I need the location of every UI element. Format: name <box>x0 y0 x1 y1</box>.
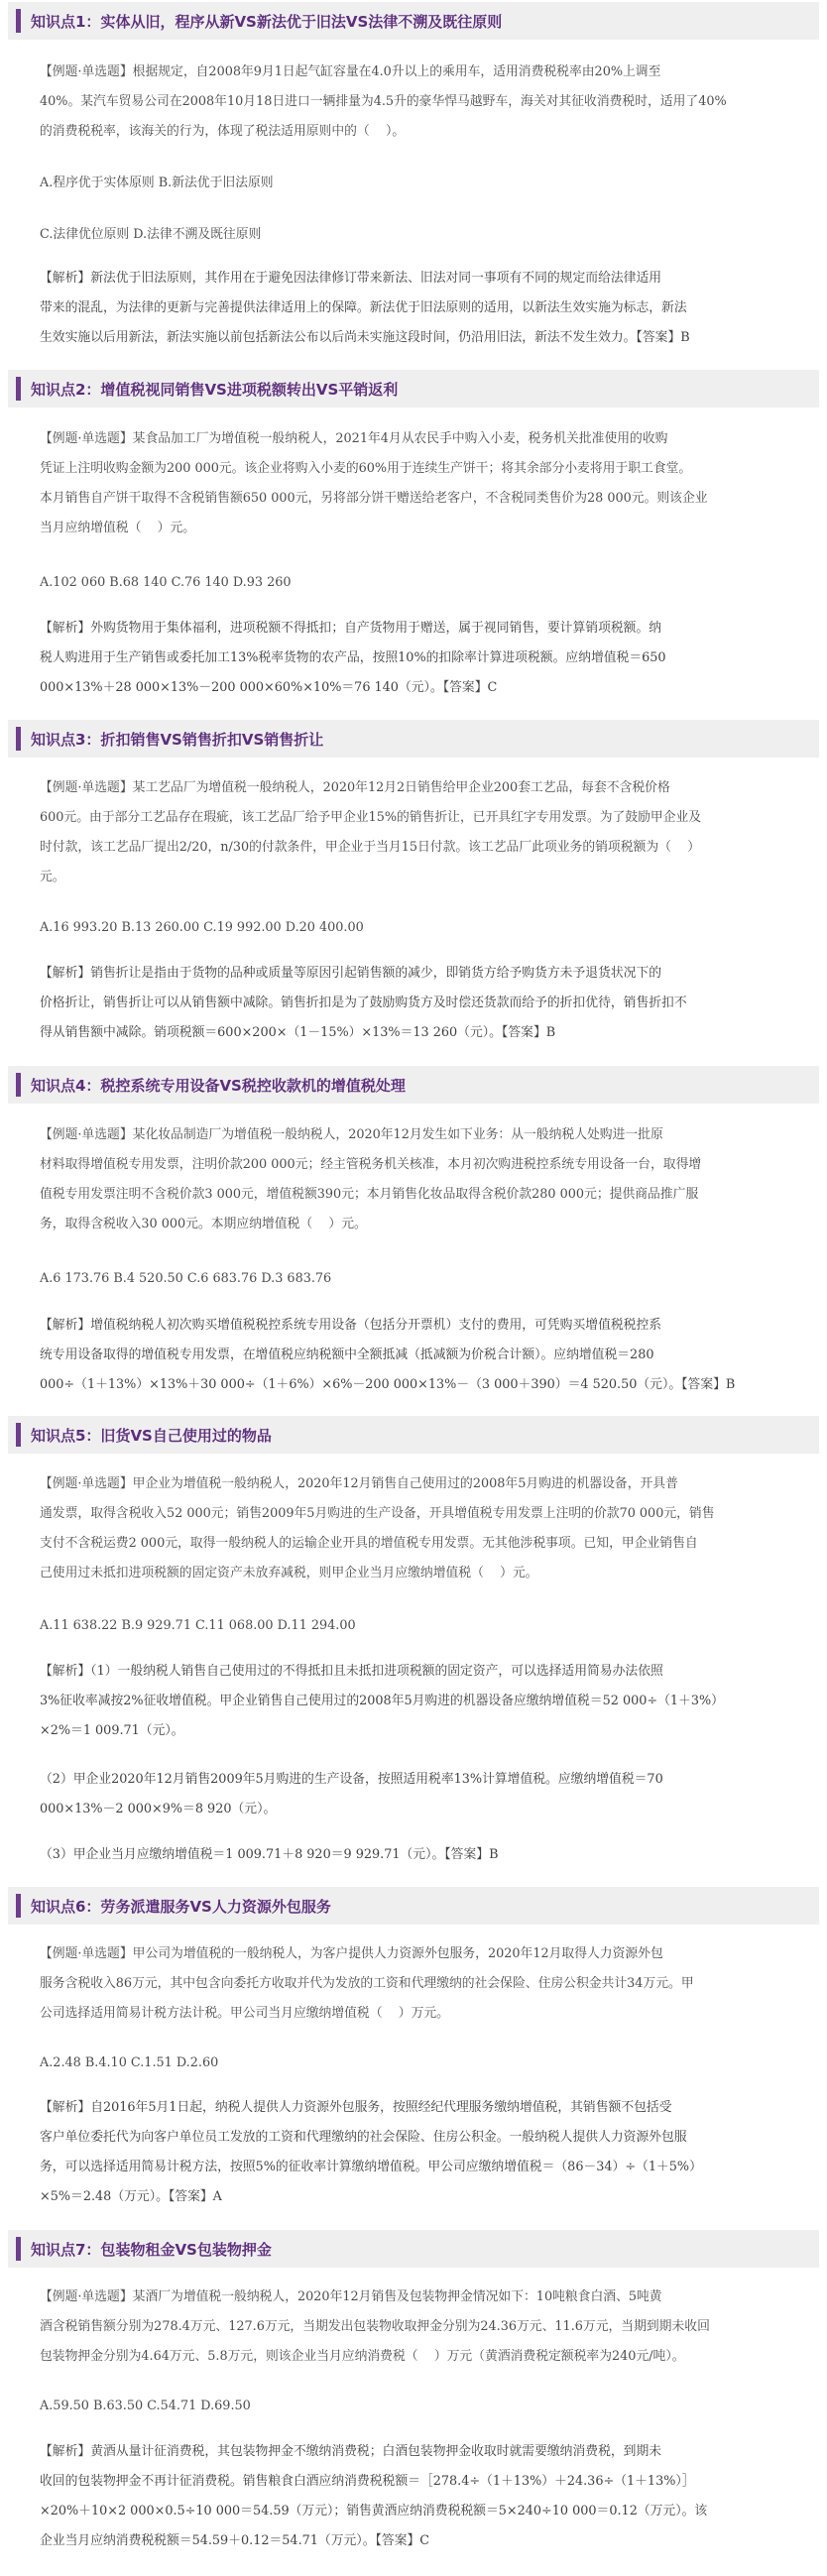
heading-accent-bar <box>16 1894 21 1918</box>
question-text: 【例题·单选题】某工艺品厂为增值税一般纳税人，2020年12月2日销售给甲企业200套工艺品，每套不含税价格 600元。由于部分工艺品存在瑕疵，该工艺品厂给予甲企业15%的销售折让，已开具红字专用发票。为了鼓励甲企业及 时付款，该工艺品厂提出2/20，n/30的付款条件，甲企业于当月15日付款。该工艺品厂此项业务的销项税额为（ ） 元。 <box>40 780 702 884</box>
question-text: 【例题·单选题】某食品加工厂为增值税一般纳税人，2021年4月从农民手中购入小麦，税务机关批准使用的收购 凭证上注明收购金额为200 000元。该企业将购入小麦的60%用于连续生产饼干；将其余部分小麦将用于职工食堂。 本月销售自产饼干取得不含税销售额650 000元，另将部分饼干赠送给老客户，不含税同类售价为28 000元。则该企业 当月应纳增值税（ ）元。 <box>40 431 708 535</box>
explanation-text: 【解析】自2016年5月1日起，纳税人提供人力资源外包服务，按照经纪代理服务缴纳增值税，其销售额不包括受 客户单位委托代为向客户单位员工发放的工资和代理缴纳的社会保险、住房公积金。一般纳税人提供人力资源外包服 务，可以选择适用简易计税方法，按照5%的征收率计算缴纳增值税。甲公司应缴纳增值税＝（86－34）÷（1＋5%） ×5%＝2.48（万元）。【答案】A <box>40 2100 702 2204</box>
answer-options: A.16 993.20 B.13 260.00 C.19 992.00 D.20 400.00 <box>40 920 364 935</box>
knowledge-point-heading <box>8 1416 819 1454</box>
answer-options: A.程序优于实体原则 B.新法优于旧法原则 <box>40 176 274 190</box>
question-text: 【例题·单选题】根据规定，自2008年9月1日起气缸容量在4.0升以上的乘用车，适用消费税税率由20%上调至 40%。某汽车贸易公司在2008年10月18日进口一辆排量为4.5升的豪华悍马越野车，海关对其征收消费税时，适用了40% 的消费税税率，该海关的行为，体现了税法适用原则中的（ ）。 <box>40 64 727 139</box>
knowledge-point-title: 知识点5：旧货VS自己使用过的物品 <box>31 1426 272 1445</box>
knowledge-point-heading <box>8 720 819 758</box>
question-text: 【例题·单选题】某化妆品制造厂为增值税一般纳税人，2020年12月发生如下业务：从一般纳税人处购进一批原 材料取得增值税专用发票，注明价款200 000元；经主管税务机关核准，本月初次购进税控系统专用设备一台，取得增 值税专用发票注明不含税价款3 000元，增值税额390元；本月销售化妆品取得含税价款280 000元；提供商品推广服 务，取得含税收入30 000元。本期应纳增值税（ ）元。 <box>40 1127 702 1231</box>
knowledge-point-heading <box>8 2 819 40</box>
knowledge-point-title: 知识点6：劳务派遣服务VS人力资源外包服务 <box>31 1897 331 1916</box>
answer-options: A.6 173.76 B.4 520.50 C.6 683.76 D.3 683.76 <box>40 1271 332 1286</box>
heading-accent-bar <box>16 377 21 401</box>
knowledge-point-title: 知识点4：税控系统专用设备VS税控收款机的增值税处理 <box>31 1076 406 1095</box>
knowledge-point-heading <box>8 1066 819 1104</box>
knowledge-point-title: 知识点1：实体从旧，程序从新VS新法优于旧法VS法律不溯及既往原则 <box>31 12 503 31</box>
explanation-text: 【解析】销售折让是指由于货物的品种或质量等原因引起销售额的减少，即销货方给予购货方未予退货状况下的 价格折让，销售折让可以从销售额中减除。销售折扣是为了鼓励购货方及时偿还货款而给予的折扣优待，销售折扣不 得从销售额中减除。销项税额＝600×200×（1－15%）×13%＝13 260（元）。【答案】B <box>40 966 687 1040</box>
answer-options: A.59.50 B.63.50 C.54.71 D.69.50 <box>40 2399 251 2413</box>
explanation-text: 【解析】黄酒从量计征消费税，其包装物押金不缴纳消费税；白酒包装物押金收取时就需要缴纳消费税，到期未 收回的包装物押金不再计征消费税。销售粮食白酒应纳消费税税额＝［278.4÷（1＋13%）＋24.36÷（1＋13%）］ ×20%＋10×2 000×0.5÷10 000＝54.59（万元）；销售黄酒应纳消费税税额＝5×240÷10 000＝0.12（万元）。该 企业当月应纳消费税税额＝54.59＋0.12＝54.71（万元）。【答案】C <box>40 2444 708 2548</box>
knowledge-point-heading <box>8 1887 819 1925</box>
explanation-step: （3）甲企业当月应缴纳增值税＝1 009.71＋8 920＝9 929.71（元）。【答案】B <box>40 1847 499 1862</box>
question-text: 【例题·单选题】甲公司为增值税的一般纳税人，为客户提供人力资源外包服务，2020年12月取得人力资源外包 服务含税收入86万元，其中包含向委托方收取并代为发放的工资和代理缴纳的社会保险、住房公积金共计34万元。甲 公司选择适用简易计税方法计税。甲公司当月应缴纳增值税（ ）万元。 <box>40 1946 694 2021</box>
explanation-text: 【解析】新法优于旧法原则，其作用在于避免因法律修订带来新法、旧法对同一事项有不同的规定而给法律适用 带来的混乱，为法律的更新与完善提供法律适用上的保障。新法优于旧法原则的适用，以新法生效实施为标志，新法 生效实施以后用新法，新法实施以前包括新法公布以后尚未实施这段时间，仍沿用旧法，新法不发生效力。【答案】B <box>40 271 690 345</box>
knowledge-point-title: 知识点3：折扣销售VS销售折扣VS销售折让 <box>31 730 324 749</box>
explanation-text: 【解析】（1）一般纳税人销售自己使用过的不得抵扣且未抵扣进项税额的固定资产，可以选择适用简易办法依照 3%征收率减按2%征收增值税。甲企业销售自己使用过的2008年5月购进的机器设备应缴纳增值税＝52 000÷（1＋3%） ×2%＝1 009.71（元）。 <box>40 1664 724 1738</box>
knowledge-point-heading <box>8 2230 819 2268</box>
knowledge-point-title: 知识点2：增值税视同销售VS进项税额转出VS平销返利 <box>31 380 399 399</box>
heading-accent-bar <box>16 1073 21 1097</box>
explanation-step: （2）甲企业2020年12月销售2009年5月购进的生产设备，按照适用税率13%计算增值税。应缴纳增值税＝70 000×13%－2 000×9%＝8 920（元）。 <box>40 1772 663 1816</box>
answer-options: C.法律优位原则 D.法律不溯及既往原则 <box>40 227 262 242</box>
explanation-text: 【解析】增值税纳税人初次购买增值税税控系统专用设备（包括分开票机）支付的费用，可凭购买增值税税控系 统专用设备取得的增值税专用发票，在增值税应纳税额中全额抵减（抵减额为价税合计额）。应纳增值税＝280 000÷（1＋13%）×13%＋30 000÷（1＋6%）×6%－200 000×13%－（3 000＋390）＝4 520.50（元）。【答案】B <box>40 1318 736 1392</box>
knowledge-point-heading <box>8 370 819 408</box>
answer-options: A.2.48 B.4.10 C.1.51 D.2.60 <box>40 2055 219 2070</box>
question-text: 【例题·单选题】某酒厂为增值税一般纳税人，2020年12月销售及包装物押金情况如下：10吨粮食白酒、5吨黄 酒含税销售额分别为278.4万元、127.6万元，当期发出包装物收取押金分别为24.36万元、11.6万元，当期到期未收回 包装物押金分别为4.64万元、5.8万元，则该企业当月应纳消费税（ ）万元（黄酒消费税定额税率为240元/吨）。 <box>40 2289 710 2364</box>
knowledge-point-title: 知识点7：包装物租金VS包装物押金 <box>31 2240 272 2259</box>
answer-options: A.102 060 B.68 140 C.76 140 D.93 260 <box>40 575 292 590</box>
heading-accent-bar <box>16 2237 21 2261</box>
heading-accent-bar <box>16 1423 21 1447</box>
question-text: 【例题·单选题】甲企业为增值税一般纳税人，2020年12月销售自己使用过的2008年5月购进的机器设备，开具普 通发票，取得含税收入52 000元；销售2009年5月购进的生产设备，开具增值税专用发票上注明的价款70 000元，销售 支付不含税运费2 000元，取得一般纳税人的运输企业开具的增值税专用发票。无其他涉税事项。已知，甲企业销售自 己使用过未抵扣进项税额的固定资产未放弃减税，则甲企业当月应缴纳增值税（ ）元。 <box>40 1476 715 1581</box>
heading-accent-bar <box>16 727 21 751</box>
answer-options: A.11 638.22 B.9 929.71 C.11 068.00 D.11 294.00 <box>40 1618 356 1633</box>
heading-accent-bar <box>16 9 21 33</box>
explanation-text: 【解析】外购货物用于集体福利，进项税额不得抵扣；自产货物用于赠送，属于视同销售，要计算销项税额。纳 税人购进用于生产销售或委托加工13%税率货物的农产品，按照10%的扣除率计算进项税额。应纳增值税＝650 000×13%＋28 000×13%－200 000×60%×10%＝76 140（元）。【答案】C <box>40 621 666 695</box>
